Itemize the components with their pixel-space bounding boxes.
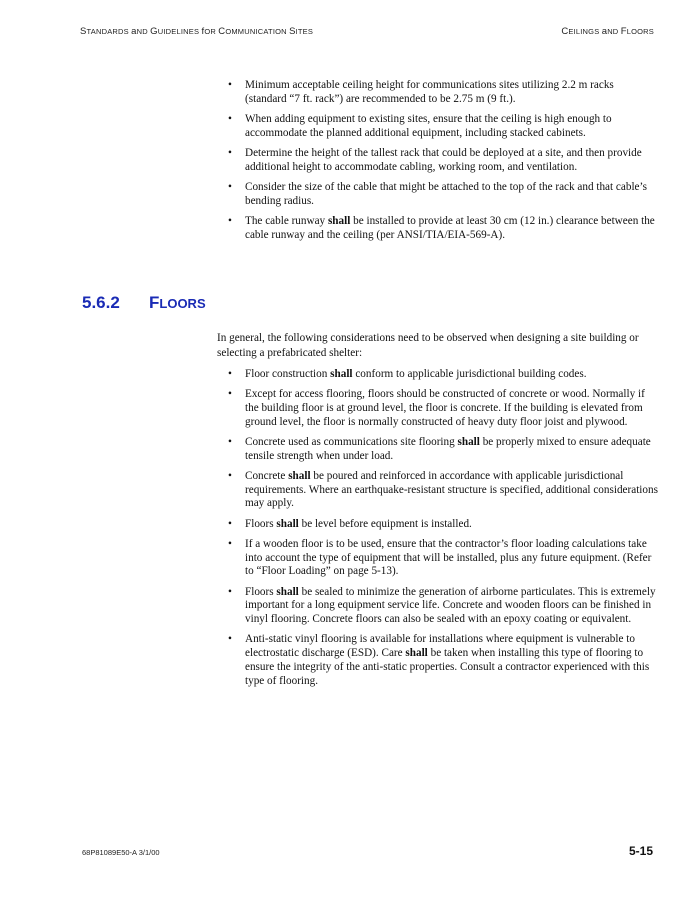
list-item: • If a wooden floor is to be used, ensure that the contractor’s floor loading calculations take into account the type of equipment that will be installed, plus any future equipment. (Refer to “Floor Loading” on page 5-13). — [228, 538, 658, 579]
running-header-left: STANDARDS aND GUIDELINES fOR COMMUNICATION SITES — [80, 26, 314, 37]
list-item: • Minimum acceptable ceiling height for communications sites utilizing 2.2 m racks (standard “7 ft. rack”) are recommended to be 2.75 m (9 ft.). — [228, 79, 658, 106]
section-heading — [82, 293, 206, 313]
page-number: 5-15 — [628, 844, 653, 858]
list-item: • Except for access flooring, floors should be constructed of concrete or wood. Normally if the building floor is at ground level, the floor is concrete. If the building is elevated from ground level, the floor is normally constructed of heavy duty floor joist and plywood. — [228, 388, 658, 429]
list-item: • Floor construction shall conform to applicable jurisdictional building codes. — [228, 368, 658, 382]
ceiling-bullet-list — [228, 79, 658, 249]
section-intro: In general, the following considerations need to be observed when designing a site building or selecting a prefabricated shelter: — [217, 332, 639, 359]
list-item: • Concrete used as communications site flooring shall be properly mixed to ensure adequate tensile strength when under load. — [228, 436, 658, 463]
list-item: • The cable runway shall be installed to provide at least 30 cm (12 in.) clearance between the cable runway and the ceiling (per ANSI/TIA/EIA-569-A). — [228, 215, 658, 242]
list-item: • When adding equipment to existing sites, ensure that the ceiling is high enough to accommodate the planned additional equipment, including stacked cabinets. — [228, 113, 658, 140]
footer-doc-id: 68P81089E50-A 3/1/00 — [82, 848, 160, 857]
section-number: 5.6.2 — [82, 293, 120, 312]
section-title-initial: F — [149, 293, 160, 312]
running-header-right: CEILINGS aND FLOORS — [561, 26, 654, 37]
list-item: • Floors shall be level before equipment is installed. — [228, 518, 658, 532]
list-item: • Consider the size of the cable that might be attached to the top of the rack and that cable’s bending radius. — [228, 181, 658, 208]
list-item: • Anti-static vinyl flooring is available for installations where equipment is vulnerable to electrostatic discharge (ESD). Care shall be taken when installing this type of flooring to ensure the integrity of the anti-static properties. Consult a contractor experienced with this type of flooring. — [228, 633, 658, 688]
list-item: • Floors shall be sealed to minimize the generation of airborne particulates. This is extremely important for a long equipment service life. Concrete and wooden floors can be finished in vinyl flooring. Concrete floors can also be sealed with an epoxy coating or equivalent. — [228, 586, 658, 627]
section-title-rest: LOORS — [159, 296, 206, 311]
list-item: • Determine the height of the tallest rack that could be deployed at a site, and then provide additional height to accommodate cabling, working room, and ventilation. — [228, 147, 658, 174]
list-item: • Concrete shall be poured and reinforced in accordance with applicable jurisdictional requirements. Where an earthquake-resistant structure is specified, additional considerations may apply. — [228, 470, 658, 511]
floor-bullet-list — [228, 368, 658, 695]
section-title — [149, 295, 206, 312]
